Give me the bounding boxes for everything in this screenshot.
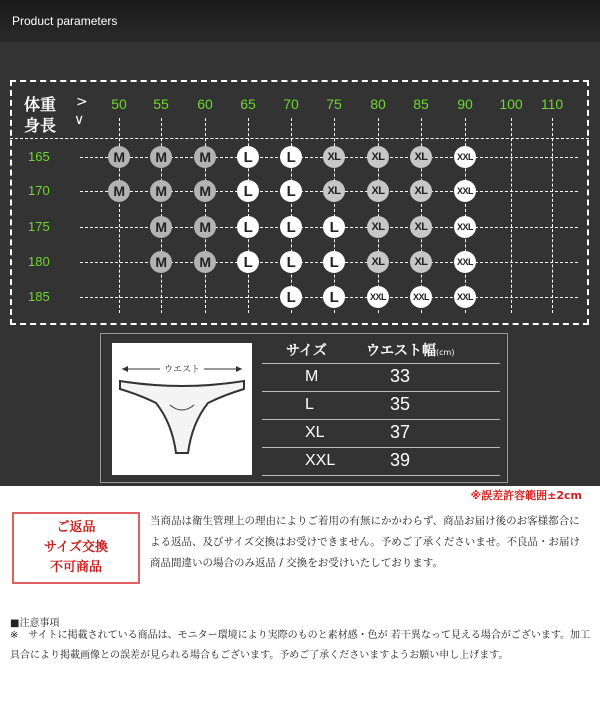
table-divider — [262, 391, 500, 392]
size-badge: M — [150, 180, 172, 202]
weight-tick-label: 70 — [283, 96, 299, 112]
stamp-line-3: 不可商品 — [49, 560, 102, 575]
size-badge: L — [237, 251, 259, 273]
chevron-down-icon: ∨ — [74, 112, 85, 128]
waist-cell: 33 — [389, 366, 411, 386]
grid-column-line — [552, 118, 553, 313]
weight-tick-label: 85 — [413, 96, 429, 112]
size-badge: XL — [367, 180, 389, 202]
grid-header-divider — [10, 138, 589, 139]
waist-diagram — [112, 343, 252, 475]
size-badge: M — [194, 180, 216, 202]
size-badge: M — [194, 146, 216, 168]
height-tick-label: 185 — [28, 289, 50, 304]
size-cell: XL — [305, 424, 325, 441]
height-tick-label: 165 — [28, 149, 50, 164]
size-badge: L — [280, 286, 302, 308]
weight-tick-label: 90 — [457, 96, 473, 112]
size-badge: M — [150, 146, 172, 168]
size-badge: L — [237, 146, 259, 168]
caution-title: ■注意事項 — [10, 618, 60, 629]
weight-tick-label: 100 — [499, 96, 523, 112]
thong-illustration-icon — [112, 343, 252, 475]
weight-tick-label: 50 — [111, 96, 127, 112]
size-badge: XL — [410, 180, 432, 202]
weight-tick-label: 65 — [240, 96, 256, 112]
weight-tick-label: 110 — [540, 96, 564, 112]
size-badge: XL — [410, 216, 432, 238]
stamp-line-2: サイズ交換 — [44, 540, 108, 555]
size-badge: XXL — [367, 286, 389, 308]
size-badge: XXL — [454, 180, 476, 202]
size-badge: XXL — [410, 286, 432, 308]
size-badge: XL — [410, 146, 432, 168]
table-divider — [262, 475, 500, 476]
size-badge: M — [108, 180, 130, 202]
size-badge: XL — [323, 146, 345, 168]
table-divider — [262, 447, 500, 448]
tolerance-note: ※誤差許容範囲±2cm — [470, 489, 582, 502]
table-divider — [262, 363, 500, 364]
stamp-line-1: ご返品 — [56, 520, 96, 535]
size-cell: L — [305, 396, 314, 413]
size-badge: L — [280, 180, 302, 202]
weight-tick-label: 80 — [370, 96, 386, 112]
size-badge: XL — [323, 180, 345, 202]
height-tick-label: 180 — [28, 254, 50, 269]
size-badge: XXL — [454, 286, 476, 308]
size-badge: L — [280, 251, 302, 273]
size-badge: L — [323, 216, 345, 238]
size-badge: M — [194, 216, 216, 238]
size-badge: XL — [410, 251, 432, 273]
weight-tick-label: 55 — [153, 96, 169, 112]
waist-cell: 39 — [389, 450, 411, 470]
size-cell: XXL — [305, 452, 336, 469]
height-tick-label: 170 — [28, 183, 50, 198]
size-badge: XXL — [454, 251, 476, 273]
weight-label: 体重 — [24, 95, 57, 114]
header-title: Product parameters — [12, 14, 118, 28]
caution-text: ※ サイトに掲載されている商品は、モニター環境により実際のものと素材感・色が 若干異なって見える場合がございます。加工具合により掲載画像との誤差が見られる場合もございます。予めご了承くださいますようお願い申し上げます。 — [10, 630, 591, 661]
size-badge: XL — [367, 251, 389, 273]
diagram-waist-label: ウエスト — [163, 365, 201, 375]
size-badge: XXL — [454, 146, 476, 168]
weight-tick-label: 75 — [326, 96, 342, 112]
waist-cell: 35 — [389, 394, 411, 414]
size-badge: XL — [367, 216, 389, 238]
height-tick-label: 175 — [28, 219, 50, 234]
chevron-right-icon: > — [76, 94, 88, 110]
grid-column-line — [511, 118, 512, 313]
size-badge: L — [280, 146, 302, 168]
size-badge: XL — [367, 146, 389, 168]
size-grid-frame — [10, 80, 589, 325]
return-policy-text: 当商品は衛生管理上の理由によりご着用の有無にかかわらず、商品お届け後のお客様都合による返品、及びサイズ交換はお受けできません。予めご了承くださいませ。不良品・お届け商品間違いの場合のみ返品 / 交換をお受けいたしております。 — [150, 515, 580, 569]
size-badge: M — [108, 146, 130, 168]
size-badge: L — [323, 251, 345, 273]
size-badge: L — [237, 216, 259, 238]
size-badge: M — [150, 251, 172, 273]
waist-column-header: ウエスト幅(cm) — [366, 343, 455, 359]
size-badge: L — [280, 216, 302, 238]
waist-cell: 37 — [389, 422, 411, 442]
size-cell: M — [305, 368, 319, 385]
stamp-text — [20, 516, 132, 580]
size-badge: L — [237, 180, 259, 202]
size-badge: L — [323, 286, 345, 308]
weight-tick-label: 60 — [197, 96, 213, 112]
size-badge: M — [150, 216, 172, 238]
size-badge: XXL — [454, 216, 476, 238]
size-column-header: サイズ — [286, 343, 327, 359]
header-bar — [0, 0, 600, 42]
table-divider — [262, 419, 500, 420]
size-badge: M — [194, 251, 216, 273]
height-label: 身長 — [24, 116, 57, 135]
